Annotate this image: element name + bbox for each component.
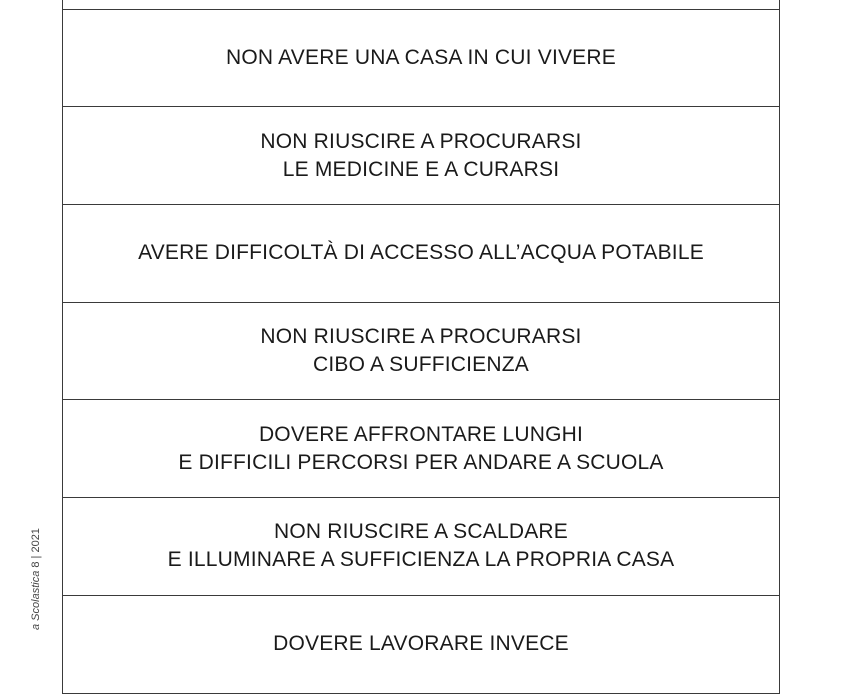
card-text-line: DOVERE AFFRONTARE LUNGHI [258, 422, 584, 446]
magazine-name: a Scolastica [30, 570, 42, 630]
card-work-instead [63, 596, 779, 694]
card-text-line: LE MEDICINE E A CURARSI [282, 157, 560, 181]
card-text-line: DOVERE LAVORARE INVECE [273, 632, 569, 656]
card-text-line: E ILLUMINARE A SUFFICIENZA LA PROPRIA CASA [167, 548, 675, 572]
card-water-access [63, 205, 779, 303]
card-food [63, 303, 779, 401]
card-no-medicine [63, 107, 779, 205]
card-no-home [63, 10, 779, 108]
issue-number: 8 | 2021 [30, 528, 42, 571]
card-text-line: E DIFFICILI PERCORSI PER ANDARE A SCUOLA [178, 450, 664, 474]
card-text-line: NON AVERE UNA CASA IN CUI VIVERE [226, 46, 616, 70]
card-text-line: NON RIUSCIRE A SCALDARE [273, 520, 568, 544]
card-text-line: NON RIUSCIRE A PROCURARSI [260, 129, 582, 153]
page-footer-caption [30, 528, 42, 630]
card-table [62, 0, 780, 694]
card-heating-lighting [63, 498, 779, 596]
card-school-route [63, 400, 779, 498]
card-text-line: AVERE DIFFICOLTÀ DI ACCESSO ALL’ACQUA POTABILE [138, 241, 704, 265]
card-text-line: CIBO A SUFFICIENZA [313, 353, 529, 377]
card-cut-top [63, 0, 779, 10]
card-text-line: NON RIUSCIRE A PROCURARSI [260, 325, 582, 349]
